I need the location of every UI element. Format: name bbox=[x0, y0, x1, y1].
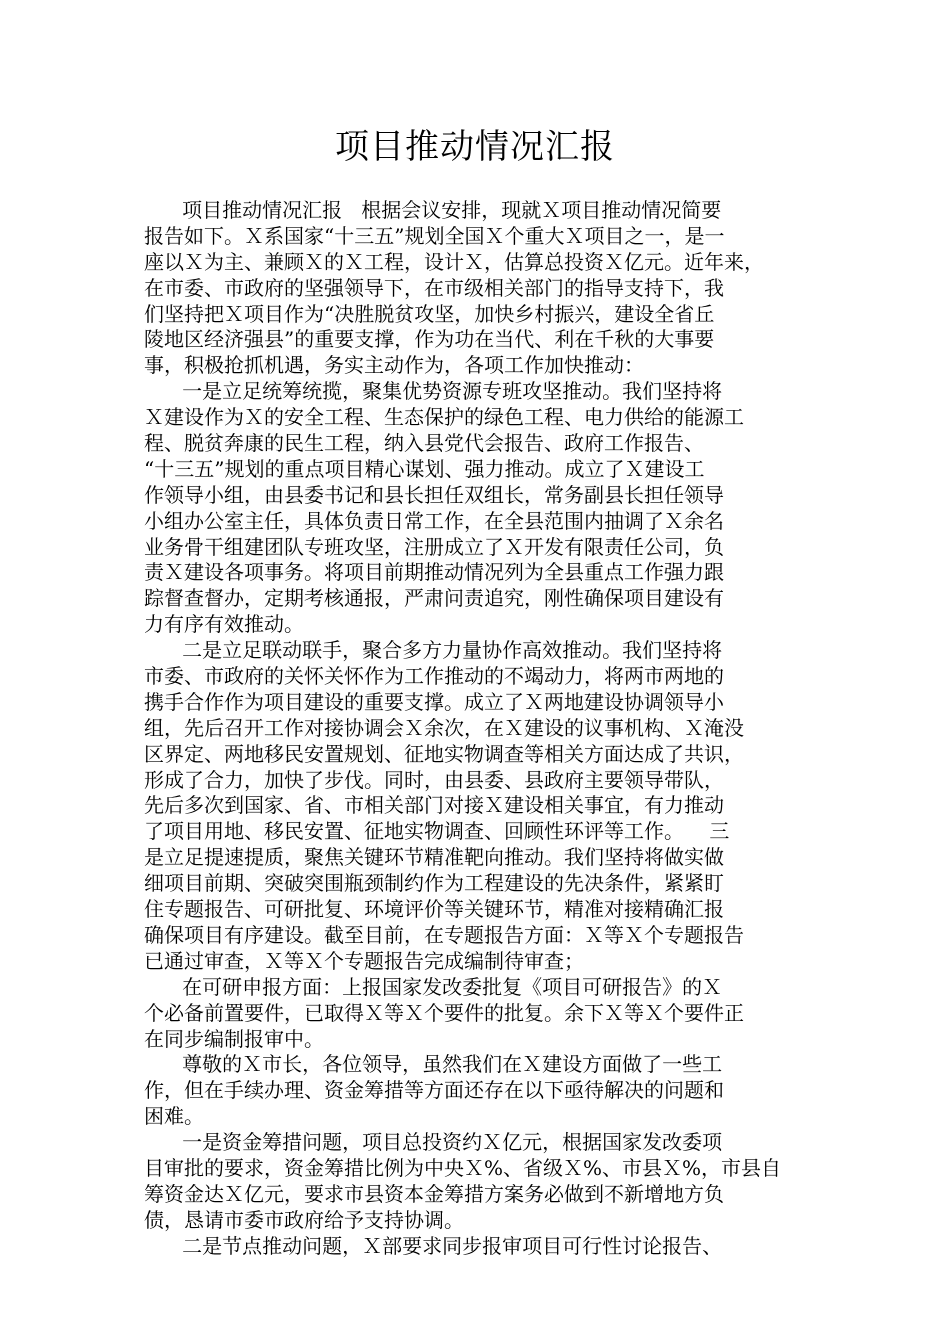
text-line: 项目推动情况汇报 根据会议安排，现就Ｘ项目推动情况简要 bbox=[144, 198, 722, 222]
text-line: 在可研申报方面：上报国家发改委批复《项目可研报告》的Ｘ bbox=[144, 974, 723, 999]
text-line: 个必备前置要件，已取得Ｘ等Ｘ个要件的批复。余下Ｘ等Ｘ个要件正 bbox=[144, 1000, 744, 1025]
text-line: 组，先后召开工作对接协调会Ｘ余次，在Ｘ建设的议事机构、Ｘ淹没 bbox=[144, 715, 744, 740]
text-line: Ｘ建设作为Ｘ的安全工程、生态保护的绿色工程、电力供给的能源工 bbox=[144, 405, 744, 430]
document-title: 项目推动情况汇报 bbox=[335, 127, 615, 167]
text-line: 程、脱贫奔康的民生工程，纳入县党代会报告、政府工作报告、 bbox=[144, 431, 704, 456]
text-line: 目审批的要求，资金筹措比例为中央Ｘ%、省级Ｘ%、市县Ｘ%，市县自 bbox=[144, 1155, 782, 1180]
text-line: 一是资金筹措问题，项目总投资约Ｘ亿元，根据国家发改委项 bbox=[144, 1130, 723, 1155]
text-line: 责Ｘ建设各项事务。将项目前期推动情况列为全县重点工作强力跟 bbox=[144, 560, 724, 585]
text-line: 住专题报告、可研批复、环境评价等关键环节，精准对接精确汇报 bbox=[144, 897, 724, 922]
text-line: 二是立足联动联手，聚合多方力量协作高效推动。我们坚持将 bbox=[144, 638, 723, 663]
text-line: 业务骨干组建团队专班攻坚，注册成立了Ｘ开发有限责任公司，负 bbox=[144, 534, 724, 559]
text-line: 报告如下。Ｘ系国家“十三五”规划全国Ｘ个重大Ｘ项目之一，是一 bbox=[144, 223, 725, 248]
text-line: 一是立足统筹统揽，聚集优势资源专班攻坚推动。我们坚持将 bbox=[144, 379, 723, 404]
text-line: 力有序有效推动。 bbox=[144, 612, 304, 637]
text-line: 市委、市政府的关怀关怀作为工作推动的不竭动力，将两市两地的 bbox=[144, 664, 724, 689]
text-line: 先后多次到国家、省、市相关部门对接Ｘ建设相关事宜，有力推动 bbox=[144, 793, 724, 818]
text-line: 们坚持把Ｘ项目作为“决胜脱贫攻坚，加快乡村振兴，建设全省丘 bbox=[144, 301, 715, 326]
text-line: 债，恳请市委市政府给予支持协调。 bbox=[144, 1207, 464, 1232]
text-line: 尊敬的Ｘ市长，各位领导，虽然我们在Ｘ建设方面做了一些工 bbox=[144, 1052, 723, 1077]
text-line: 在市委、市政府的坚强领导下，在市级相关部门的指导支持下，我 bbox=[144, 275, 724, 300]
text-line: 作领导小组，由县委书记和县长担任双组长，常务副县长担任领导 bbox=[144, 482, 724, 507]
text-line: 小组办公室主任，具体负责日常工作，在全县范围内抽调了Ｘ余名 bbox=[144, 508, 724, 533]
text-line: 细项目前期、突破突围瓶颈制约作为工程建设的先决条件，紧紧盯 bbox=[144, 871, 724, 896]
text-line: 二是节点推动问题，Ｘ部要求同步报审项目可行性讨论报告、 bbox=[144, 1233, 723, 1258]
text-line: 已通过审查，Ｘ等Ｘ个专题报告完成编制待审查； bbox=[144, 948, 584, 973]
text-line: 形成了合力，加快了步伐。同时，由县委、县政府主要领导带队， bbox=[144, 767, 724, 792]
text-line: 作，但在手续办理、资金筹措等方面还存在以下亟待解决的问题和 bbox=[144, 1078, 724, 1103]
text-line: 确保项目有序建设。截至目前，在专题报告方面：Ｘ等Ｘ个专题报告 bbox=[144, 922, 744, 947]
text-line: 携手合作作为项目建设的重要支撑。成立了Ｘ两地建设协调领导小 bbox=[144, 689, 724, 714]
text-line: 筹资金达Ｘ亿元，要求市县资本金筹措方案务必做到不新增地方负 bbox=[144, 1181, 724, 1206]
text-line: 事，积极抢抓机遇，务实主动作为，各项工作加快推动： bbox=[144, 353, 644, 378]
text-line: 陵地区经济强县”的重要支撑，作为功在当代、利在千秋的大事要 bbox=[144, 327, 715, 352]
text-line: 区界定、两地移民安置规划、征地实物调查等相关方面达成了共识， bbox=[144, 741, 744, 766]
document-body bbox=[144, 198, 814, 1260]
text-line: 踪督查督办，定期考核通报，严肃问责追究，刚性确保项目建设有 bbox=[144, 586, 724, 611]
text-line: 了项目用地、移民安置、征地实物调查、回顾性环评等工作。 三 bbox=[144, 819, 730, 844]
text-line: 在同步编制报审中。 bbox=[144, 1026, 324, 1051]
text-line: “十三五”规划的重点项目精心谋划、强力推动。成立了Ｘ建设工 bbox=[144, 456, 705, 481]
text-line: 是立足提速提质，聚焦关键环节精准靶向推动。我们坚持将做实做 bbox=[144, 845, 724, 870]
text-line: 困难。 bbox=[144, 1104, 204, 1129]
text-line: 座以Ｘ为主、兼顾Ｘ的Ｘ工程，设计Ｘ，估算总投资Ｘ亿元。近年来， bbox=[144, 249, 764, 274]
